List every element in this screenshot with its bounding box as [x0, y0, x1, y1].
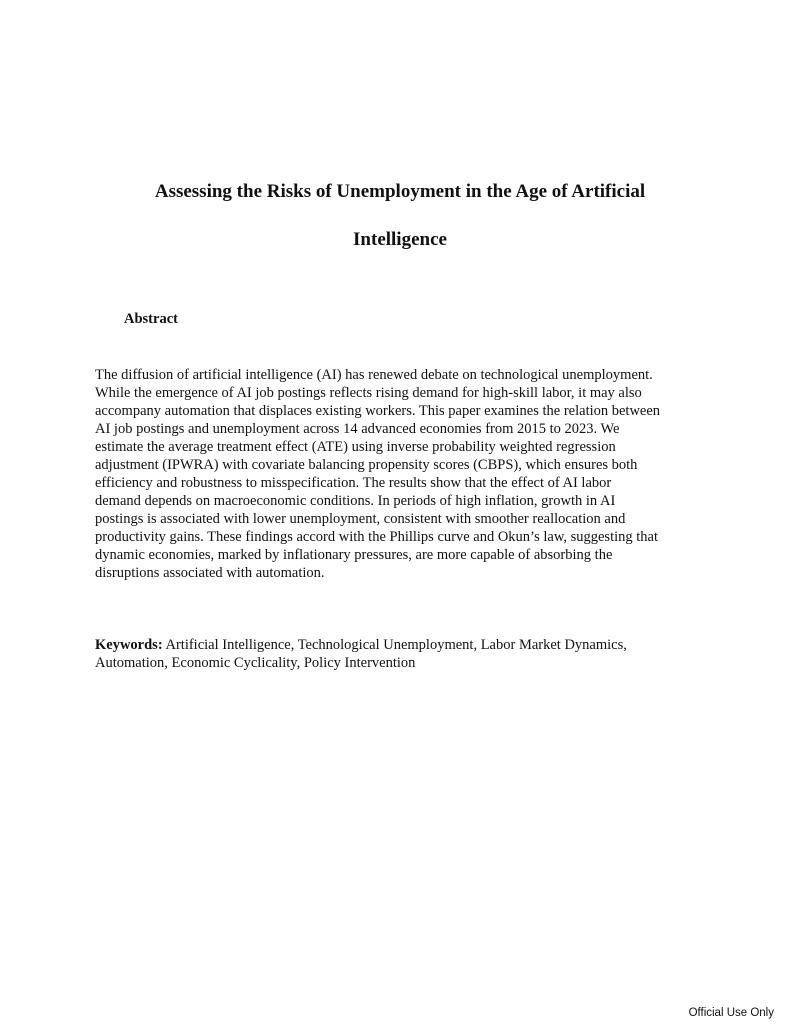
abstract-body [95, 366, 715, 582]
keywords-paragraph [95, 636, 715, 672]
abstract-line: adjustment (IPWRA) with covariate balancing propensity scores (CBPS), which ensures both [95, 457, 638, 473]
abstract-line: dynamic economies, marked by inflationary pressures, are more capable of absorbing the [95, 547, 613, 563]
classification-label: Official Use Only [688, 1007, 774, 1019]
keywords-label: Keywords: [95, 637, 163, 653]
keywords-line [95, 636, 715, 654]
abstract-heading: Abstract [124, 311, 178, 327]
abstract-line: accompany automation that displaces existing workers. This paper examines the relation between [95, 403, 661, 419]
abstract-line: postings is associated with lower unemployment, consistent with smoother reallocation and [95, 511, 626, 527]
paper-title [0, 168, 800, 264]
abstract-line: efficiency and robustness to misspecification. The results show that the effect of AI labor [95, 475, 612, 491]
abstract-line: disruptions associated with automation. [95, 565, 325, 581]
abstract-line: The diffusion of artificial intelligence (AI) has renewed debate on technological unemployment. [95, 367, 653, 383]
abstract-line: demand depends on macroeconomic conditions. In periods of high inflation, growth in AI [95, 493, 616, 509]
abstract-line: AI job postings and unemployment across 14 advanced economies from 2015 to 2023. We [95, 421, 620, 437]
title-line-2: Intelligence [353, 229, 447, 250]
abstract-line: productivity gains. These findings accord with the Phillips curve and Okun’s law, suggesting that [95, 529, 658, 545]
title-line-1: Assessing the Risks of Unemployment in the Age of Artificial [154, 181, 646, 202]
keywords-line: Automation, Economic Cyclicality, Policy Intervention [95, 655, 416, 671]
abstract-line: While the emergence of AI job postings reflects rising demand for high-skill labor, it may also [95, 385, 642, 401]
keywords-text: Artificial Intelligence, Technological Unemployment, Labor Market Dynamics, [162, 637, 627, 653]
abstract-line: estimate the average treatment effect (ATE) using inverse probability weighted regression [95, 439, 616, 455]
